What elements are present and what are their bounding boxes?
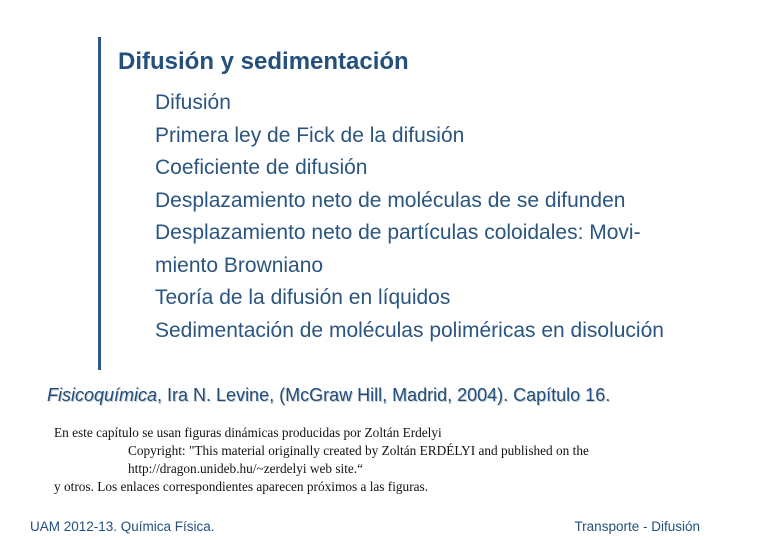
topic-item: Teoría de la difusión en líquidos <box>155 286 451 309</box>
credits-line: y otros. Los enlaces correspondientes aparecen próximos a las figuras. <box>54 479 429 494</box>
credits-line: En este capítulo se usan figuras dinámicas producidas por Zoltán Erdelyi <box>54 425 442 440</box>
topic-item: miento Browniano <box>155 253 324 277</box>
topic-item: Coeficiente de difusión <box>155 156 368 179</box>
book-details: , Ira N. Levine, (McGraw Hill, Madrid, 2004). Capítulo 16. <box>157 385 611 405</box>
book-title: Fisicoquímica <box>47 385 158 405</box>
topic-item: Sedimentación de moléculas poliméricas en disolución <box>155 318 664 342</box>
accent-vertical-bar <box>98 37 101 370</box>
credits-link-line: http://dragon.unideb.hu/~zerdelyi web site.“ <box>128 461 364 476</box>
credits-block <box>54 424 734 496</box>
topic-item: Desplazamiento neto de moléculas de se difunden <box>155 188 626 212</box>
footer-course: UAM 2012-13. Química Física. <box>30 519 215 534</box>
topic-item: Primera ley de Fick de la difusión <box>155 123 465 147</box>
topic-item: Difusión <box>155 91 231 114</box>
book-reference <box>47 385 610 406</box>
credits-line: Copyright: "This material originally created by Zoltán ERDÉLYI and published on the <box>128 443 589 458</box>
topic-item: Desplazamiento neto de partículas coloidales: Movi- <box>155 221 641 244</box>
footer-topic: Transporte - Difusión <box>574 519 700 534</box>
topic-list <box>155 87 664 347</box>
slide-title: Difusión y sedimentación <box>118 48 409 75</box>
